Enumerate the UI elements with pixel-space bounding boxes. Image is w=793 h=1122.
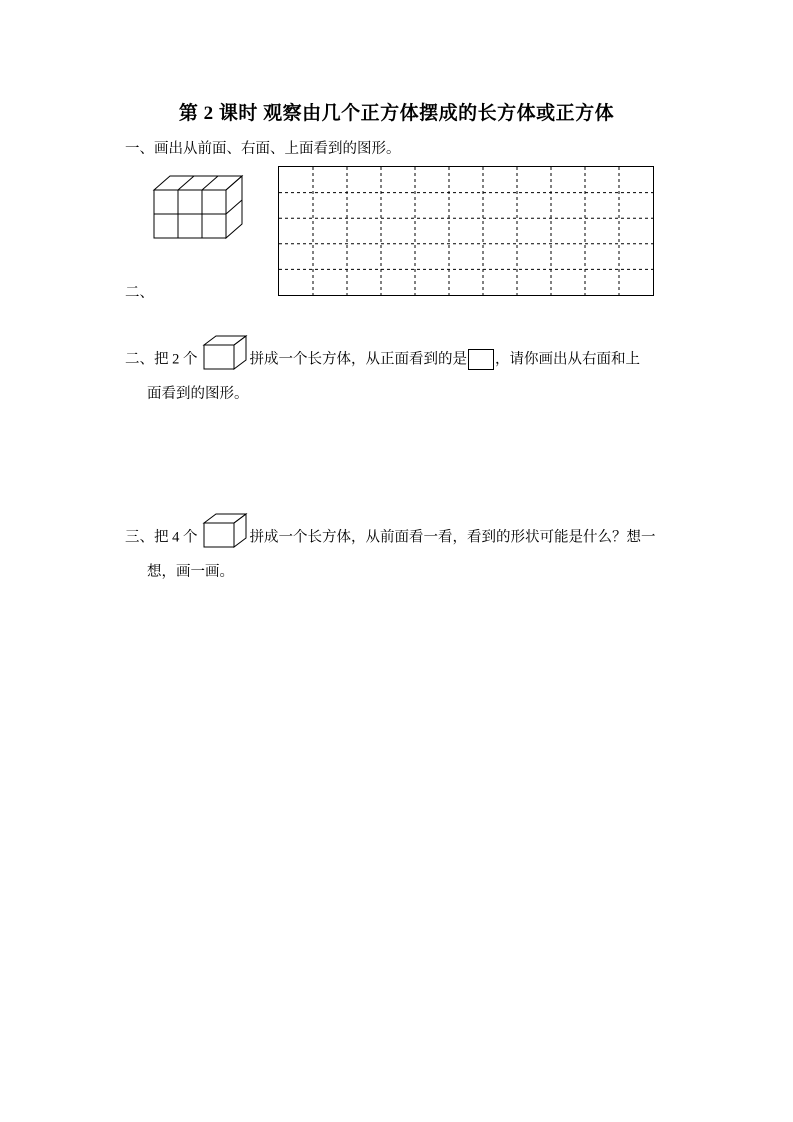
- question-3: [125, 518, 695, 586]
- unit-cube-icon: [200, 511, 248, 551]
- front-view-square-icon: [468, 349, 494, 370]
- page-title: 第 2 课时 观察由几个正方体摆成的长方体或正方体: [178, 103, 615, 124]
- question-2-text-line2: 面看到的图形。: [147, 386, 249, 402]
- question-marker-two: 二、: [125, 285, 154, 301]
- question-3-text-part2: 拼成一个长方体，从前面看一看，看到的形状可能是什么？想一: [249, 529, 656, 546]
- question-2-text-part1: 二、把 2 个: [125, 351, 198, 368]
- question-3-text-line2: 想，画一画。: [147, 564, 234, 580]
- question-2-text-part2: 拼成一个长方体，从正面看到的是: [249, 351, 467, 368]
- question-2: [125, 340, 685, 408]
- question-1-text: 一、画出从前面、右面、上面看到的图形。: [125, 141, 401, 157]
- rectangular-solid-figure: [148, 168, 248, 253]
- question-3-text-part1: 三、把 4 个: [125, 529, 198, 546]
- question-2-text-part3: ，请你画出从右面和上: [495, 351, 640, 368]
- answer-grid: [278, 166, 654, 296]
- unit-cube-icon: [200, 333, 248, 373]
